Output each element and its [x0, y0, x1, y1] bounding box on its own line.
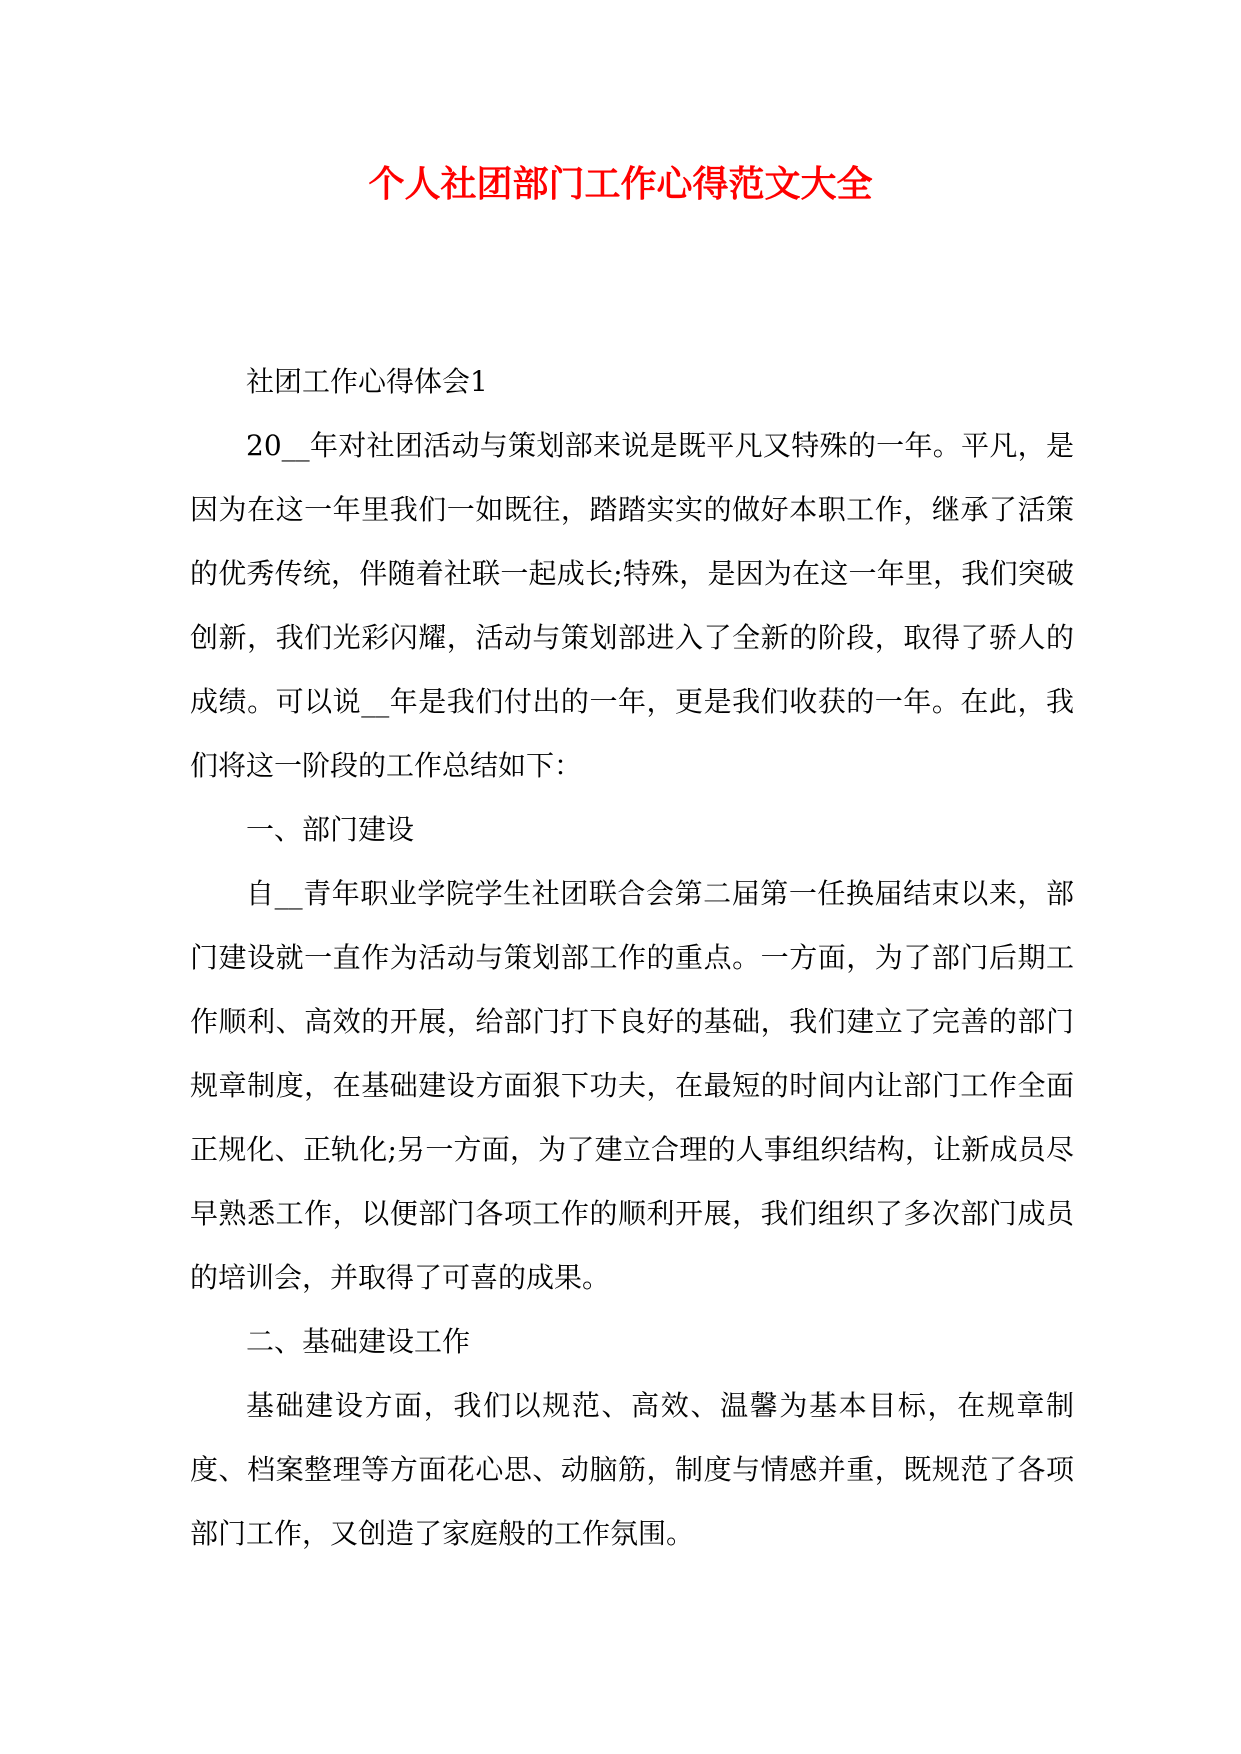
section-heading-department: 一、部门建设 [246, 813, 415, 846]
paragraph-infrastructure: 基础建设方面，我们以规范、高效、温馨为基本目标，在规章制度、档案整理等方面花心思、动脑筋，制度与情感并重，既规范了各项部门工作，又创造了家庭般的工作氛围。 [190, 1389, 1074, 1550]
paragraph-department: 自__青年职业学院学生社团联合会第二届第一任换届结束以来，部门建设就一直作为活动与策划部工作的重点。一方面，为了部门后期工作顺利、高效的开展，给部门打下良好的基础，我们建立了完善的部门规章制度，在基础建设方面狠下功夫，在最短的时间内让部门工作全面正规化、正轨化;另一方面，为了建立合理的人事组织结构，让新成员尽早熟悉工作，以便部门各项工作的顺利开展，我们组织了多次部门成员的培训会，并取得了可喜的成果。 [190, 877, 1074, 1294]
document-body [190, 350, 1074, 1566]
section-heading-infrastructure: 二、基础建设工作 [246, 1325, 471, 1358]
paragraph-intro: 20__年对社团活动与策划部来说是既平凡又特殊的一年。平凡，是因为在这一年里我们一如既往，踏踏实实的做好本职工作，继承了活策的优秀传统，伴随着社联一起成长;特殊，是因为在这一年里，我们突破创新，我们光彩闪耀，活动与策划部进入了全新的阶段，取得了骄人的成绩。可以说__年是我们付出的一年，更是我们收获的一年。在此，我们将这一阶段的工作总结如下： [190, 429, 1074, 782]
document-title: 个人社团部门工作心得范文大全 [368, 163, 873, 205]
section-heading-1: 社团工作心得体会1 [246, 365, 488, 398]
